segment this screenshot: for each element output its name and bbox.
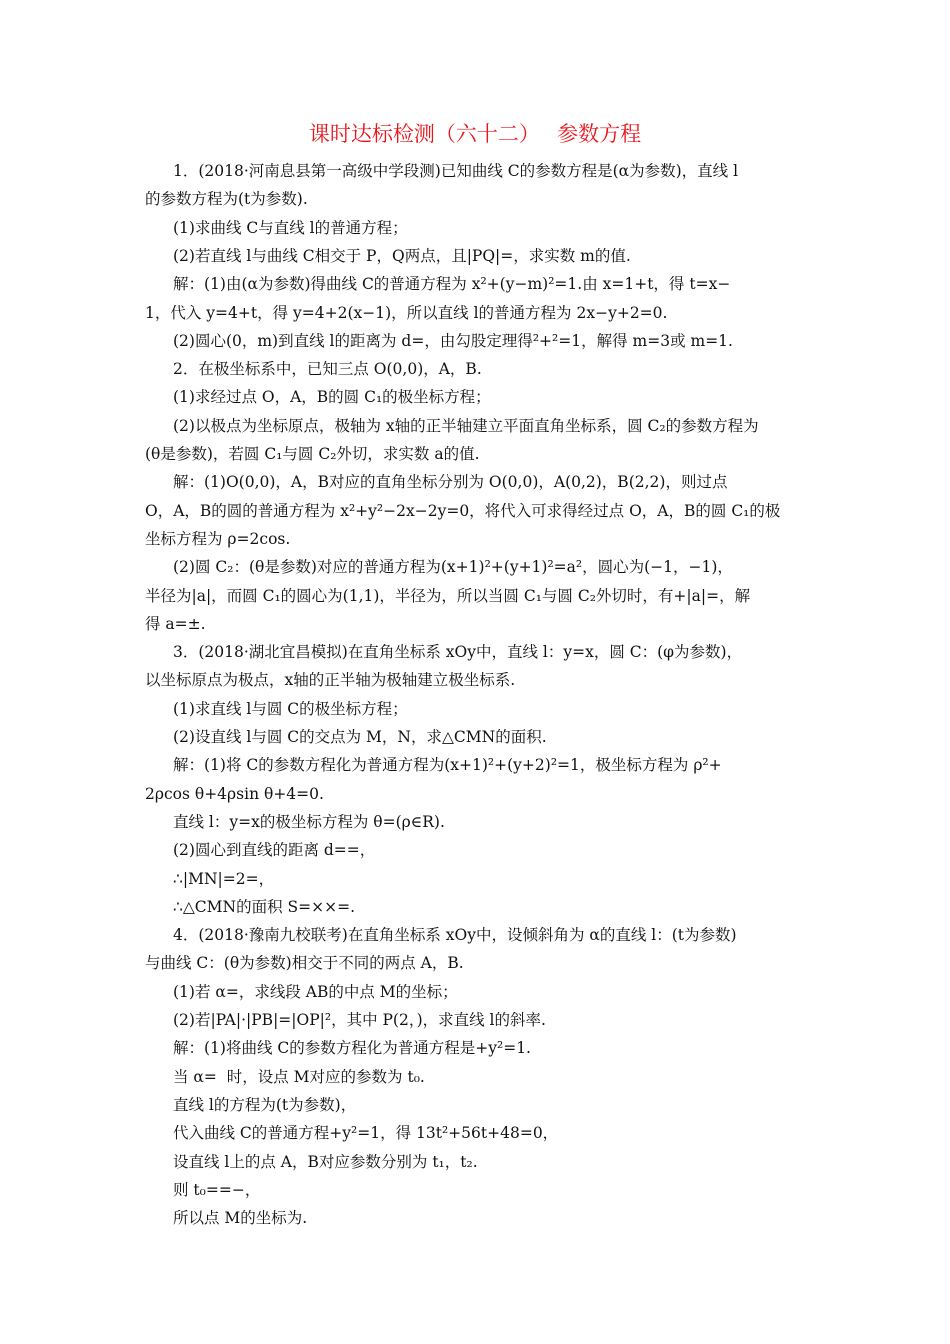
text-line: ∴|MN|=2=， bbox=[173, 869, 275, 888]
text-line: 的参数方程为(t为参数). bbox=[145, 190, 308, 209]
text-line: (1)若 α=，求线段 AB的中点 M的坐标； bbox=[173, 982, 458, 1001]
text-line: 所以点 M的坐标为. bbox=[173, 1209, 308, 1228]
text-line: 以坐标原点为极点，x轴的正半轴为极轴建立极坐标系. bbox=[145, 671, 516, 690]
text-line: ∴△CMN的面积 S=××=. bbox=[173, 897, 355, 916]
text-line: (1)求曲线 C与直线 l的普通方程； bbox=[173, 218, 408, 237]
text-line: 坐标方程为 ρ=2cos. bbox=[145, 529, 291, 548]
text-line: 4．(2018·豫南九校联考)在直角坐标系 xOy中，设倾斜角为 α的直线 l：(t为参数) bbox=[173, 926, 737, 945]
text-line: 直线 l的方程为(t为参数)， bbox=[173, 1095, 357, 1114]
text-line: (2)若|PA|·|PB|=|OP|²，其中 P(2，)，求直线 l的斜率. bbox=[173, 1011, 546, 1029]
text-line: 代入曲线 C的普通方程+y²=1，得 13t²+56t+48=0， bbox=[173, 1124, 559, 1143]
text-line: 与曲线 C：(θ为参数)相交于不同的两点 A，B. bbox=[145, 954, 464, 973]
text-line: 1．(2018·河南息县第一高级中学段测)已知曲线 C的参数方程是(α为参数)，直线 l bbox=[173, 162, 739, 180]
text-line: (2)圆 C₂：(θ是参数)对应的普通方程为(x+1)²+(y+1)²=a²，圆心为(−1，−1)， bbox=[173, 558, 733, 577]
text-line: 3．(2018·湖北宜昌模拟)在直角坐标系 xOy中，直线 l：y=x，圆 C：(φ为参数)， bbox=[173, 643, 743, 662]
text-line: 半径为|a|，而圆 C₁的圆心为(1,1)，半径为，所以当圆 C₁与圆 C₂外切时，有+|a|=，解 bbox=[145, 586, 751, 605]
text-line: O，A，B的圆的普通方程为 x²+y²−2x−2y=0，将代入可求得经过点 O，A，B的圆 C₁的极 bbox=[145, 501, 781, 520]
text-line: 解：(1)O(0,0)，A，B对应的直角坐标分别为 O(0,0)，A(0,2)，B(2,2)，则过点 bbox=[173, 473, 728, 492]
text-line: (2)圆心(0，m)到直线 l的距离为 d=，由勾股定理得²+²=1，解得 m=3或 m=1. bbox=[173, 331, 733, 350]
text-line: 设直线 l上的点 A，B对应参数分别为 t₁，t₂. bbox=[173, 1152, 478, 1171]
text-line: 1，代入 y=4+t，得 y=4+2(x−1)，所以直线 l的普通方程为 2x−y+2=0. bbox=[145, 303, 668, 322]
text-line: 2ρcos θ+4ρsin θ+4=0. bbox=[145, 784, 324, 803]
text-line: (θ是参数)，若圆 C₁与圆 C₂外切，求实数 a的值. bbox=[145, 445, 480, 463]
text-line: 则 t₀==−， bbox=[173, 1180, 261, 1199]
text-line: 当 α= 时，设点 M对应的参数为 t₀. bbox=[173, 1067, 425, 1086]
text-line: 2．在极坐标系中，已知三点 O(0,0)，A，B. bbox=[173, 360, 482, 379]
page-title: 课时达标检测（六十二） 参数方程 bbox=[308, 122, 642, 146]
text-line: 得 a=±. bbox=[145, 614, 206, 633]
text-line: 直线 l：y=x的极坐标方程为 θ=(ρ∈R). bbox=[173, 812, 445, 831]
text-line: (2)若直线 l与曲线 C相交于 P，Q两点，且|PQ|=，求实数 m的值. bbox=[173, 246, 631, 265]
text-line: 解：(1)将 C的参数方程化为普通方程为(x+1)²+(y+2)²=1，极坐标方程为 ρ²+ bbox=[173, 756, 722, 775]
text-line: 解：(1)由(α为参数)得曲线 C的普通方程为 x²+(y−m)²=1.由 x=1+t，得 t=x− bbox=[173, 275, 731, 294]
text-line: (2)设直线 l与圆 C的交点为 M，N，求△CMN的面积. bbox=[173, 728, 547, 746]
text-line: (1)求直线 l与圆 C的极坐标方程； bbox=[173, 699, 408, 718]
text-line: (1)求经过点 O，A，B的圆 C₁的极坐标方程； bbox=[173, 388, 491, 407]
text-line: (2)以极点为坐标原点，极轴为 x轴的正半轴建立平面直角坐标系，圆 C₂的参数方程为 bbox=[173, 416, 759, 435]
text-line: (2)圆心到直线的距离 d==， bbox=[173, 841, 376, 860]
text-line: 解：(1)将曲线 C的参数方程化为普通方程是+y²=1. bbox=[173, 1039, 531, 1058]
